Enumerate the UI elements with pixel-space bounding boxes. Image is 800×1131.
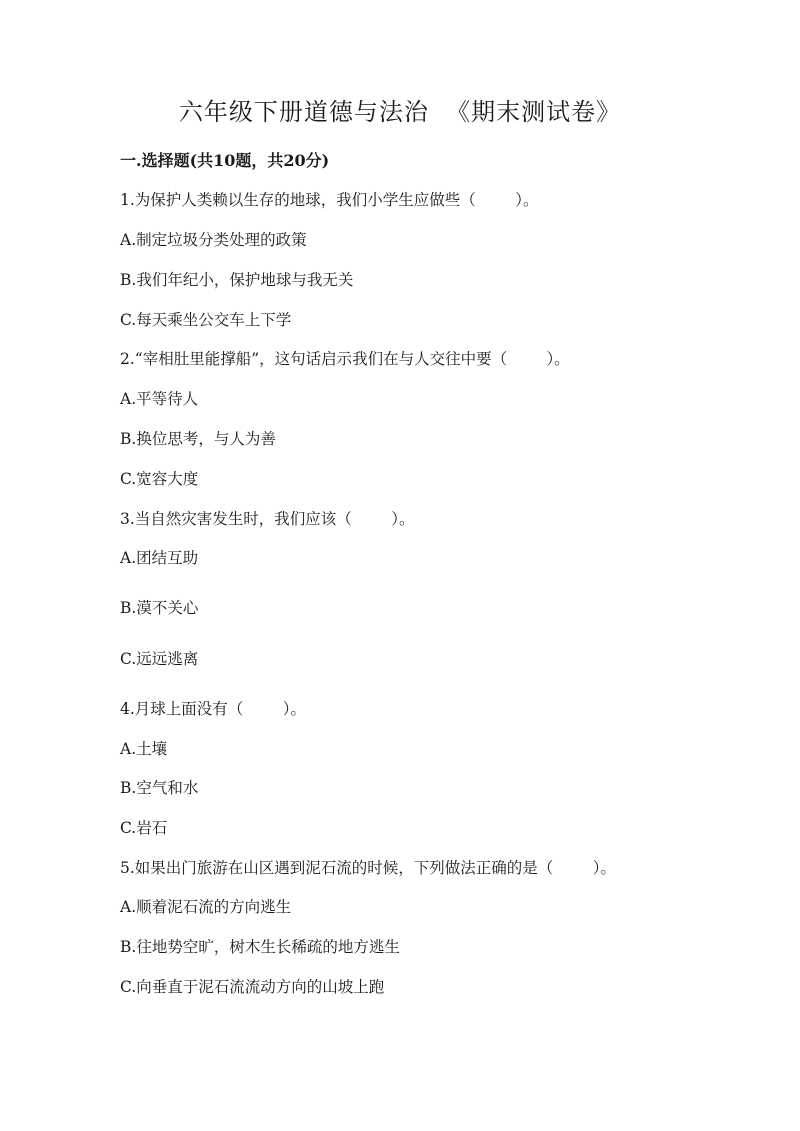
- question-5-stem: 5.如果出门旅游在山区遇到泥石流的时候，下列做法正确的是（ ）。: [120, 859, 616, 877]
- question-2-option-a: A.平等待人: [120, 390, 199, 408]
- question-3-option-c: C.远远逃离: [120, 650, 199, 668]
- page-title: 六年级下册道德与法治 《期末测试卷》: [178, 98, 622, 126]
- question-4-option-c: C.岩石: [120, 819, 168, 837]
- question-1-option-a: A.制定垃圾分类处理的政策: [120, 231, 307, 249]
- question-5-option-c: C.向垂直于泥石流流动方向的山坡上跑: [120, 978, 385, 996]
- question-2-option-b: B.换位思考，与人为善: [120, 430, 276, 448]
- question-4-stem: 4.月球上面没有（ ）。: [120, 700, 306, 718]
- question-4-option-a: A.土壤: [120, 740, 168, 758]
- question-4-option-b: B.空气和水: [120, 779, 199, 797]
- question-5-option-a: A.顺着泥石流的方向逃生: [120, 898, 292, 916]
- question-1-option-c: C.每天乘坐公交车上下学: [120, 311, 292, 329]
- question-1-stem: 1.为保护人类赖以生存的地球，我们小学生应做些（ ）。: [120, 191, 539, 209]
- question-3-option-b: B.漠不关心: [120, 599, 199, 617]
- question-3-option-a: A.团结互助: [120, 549, 199, 567]
- question-1-option-b: B.我们年纪小，保护地球与我无关: [120, 271, 354, 289]
- question-5-option-b: B.往地势空旷，树木生长稀疏的地方逃生: [120, 938, 400, 956]
- section-heading: 一.选择题(共10题，共20分): [120, 151, 330, 170]
- question-3-stem: 3.当自然灾害发生时，我们应该（ ）。: [120, 510, 415, 528]
- question-2-option-c: C.宽容大度: [120, 470, 199, 488]
- question-2-stem: 2.“宰相肚里能撑船”，这句话启示我们在与人交往中要（ ）。: [120, 350, 570, 368]
